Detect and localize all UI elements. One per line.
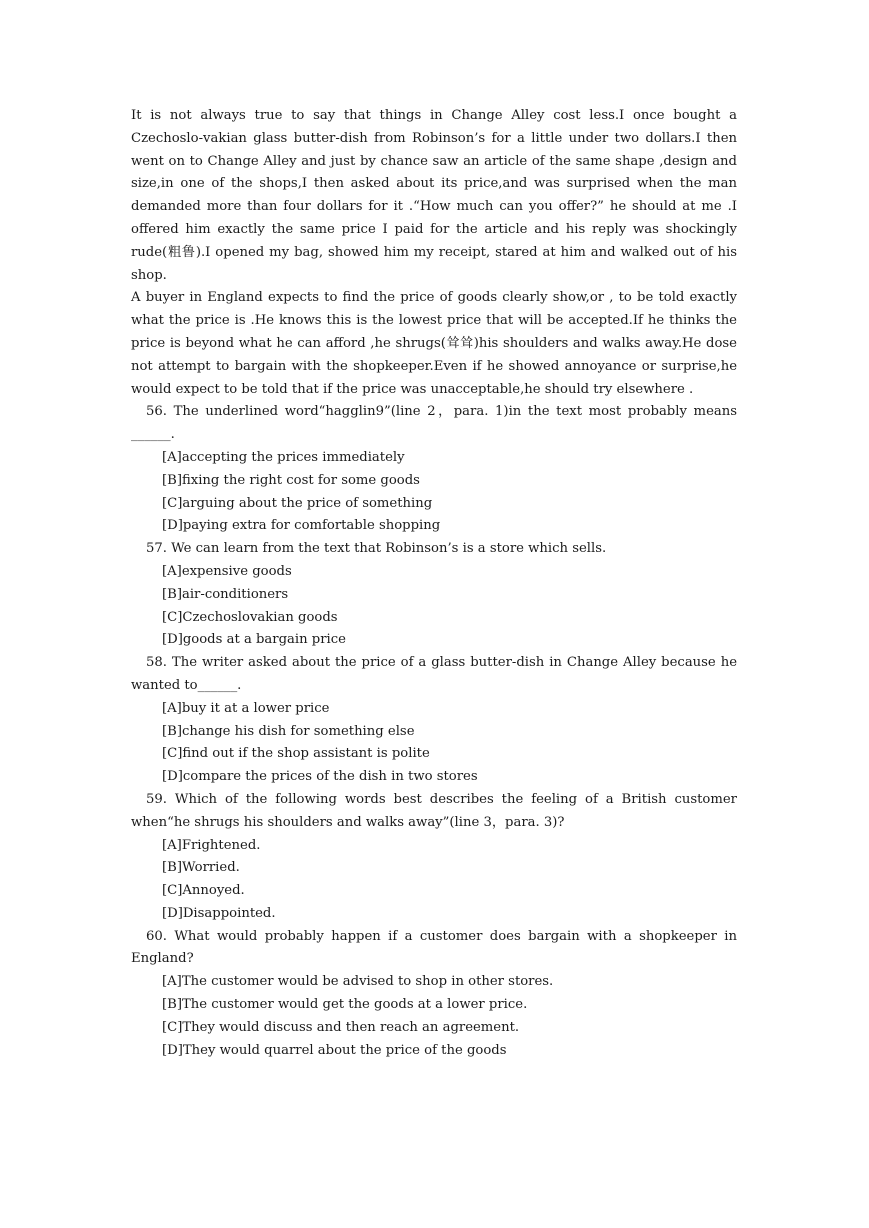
option-a: [A]accepting the prices immediately bbox=[162, 449, 405, 465]
question-stem: 56. The underlined word“hagglin9”(line 2，para. 1)in the text most probably means ______. bbox=[131, 404, 737, 443]
option-d: [D]goods at a bargain price bbox=[162, 632, 346, 648]
option-d: [D]Disappointed. bbox=[162, 905, 276, 921]
question-60 bbox=[131, 926, 737, 1063]
question-stem: 59. Which of the following words best describes the feeling of a British customer when“he shrugs his shoulders and walks away”(line 3，para. 3)? bbox=[131, 791, 737, 830]
option-a: [A]buy it at a lower price bbox=[162, 700, 330, 716]
passage-paragraph-2: A buyer in England expects to find the price of goods clearly show,or , to be told exactly what the price is .He knows this is the lowest price that will be accepted.If he thinks the price is beyond what he can afford ,he shrugs(耸耸)his shoulders and walks away.He dose not attempt to bargain with the shopkeeper.Even if he showed annoyance or surprise,he would expect to be told that if the price was unacceptable,he should try elsewhere . bbox=[131, 290, 737, 397]
option-a: [A]The customer would be advised to shop in other stores. bbox=[162, 974, 554, 990]
question-56 bbox=[131, 401, 737, 538]
option-c: [C]arguing about the price of something bbox=[162, 495, 433, 511]
option-c: [C]They would discuss and then reach an agreement. bbox=[162, 1019, 520, 1035]
option-a: [A]Frightened. bbox=[162, 837, 261, 853]
option-d: [D]compare the prices of the dish in two stores bbox=[162, 769, 478, 785]
option-b: [B]fixing the right cost for some goods bbox=[162, 472, 420, 488]
option-b: [B]The customer would get the goods at a lower price. bbox=[162, 997, 528, 1013]
option-d: [D]paying extra for comfortable shopping bbox=[162, 518, 441, 534]
option-b: [B]change his dish for something else bbox=[162, 723, 415, 739]
option-b: [B]air-conditioners bbox=[162, 586, 289, 602]
question-59 bbox=[131, 789, 737, 926]
option-c: [C]Annoyed. bbox=[162, 883, 245, 899]
question-stem: 58. The writer asked about the price of a glass butter-dish in Change Alley because he wanted to______. bbox=[131, 655, 737, 693]
question-stem: 60. What would probably happen if a customer does bargain with a shopkeeper in England? bbox=[131, 928, 737, 967]
option-a: [A]expensive goods bbox=[162, 563, 292, 579]
option-c: [C]Czechoslovakian goods bbox=[162, 609, 338, 625]
option-d: [D]They would quarrel about the price of the goods bbox=[162, 1042, 507, 1058]
question-stem: 57. We can learn from the text that Robinson’s is a store which sells. bbox=[146, 541, 607, 557]
option-c: [C]find out if the shop assistant is polite bbox=[162, 746, 430, 762]
passage-paragraph-1: It is not always true to say that things in Change Alley cost less.I once bought a Czechoslo-vakian glass butter-dish from Robinson’s for a little under two dollars.I then went on to Change Alley and just by chance saw an article of the same shape ,design and size,in one of the shops,I then asked about its price,and was surprised when the man demanded more than four dollars for it .“How much can you offer?” he should at me .I offered him exactly the same price I paid for the article and his reply was shockingly rude(粗鲁).I opened my bag, showed him my receipt, stared at him and walked out of his shop. bbox=[131, 108, 737, 283]
option-b: [B]Worried. bbox=[162, 860, 240, 876]
question-57 bbox=[131, 538, 737, 652]
document-page bbox=[131, 105, 737, 1062]
question-58 bbox=[131, 652, 737, 789]
